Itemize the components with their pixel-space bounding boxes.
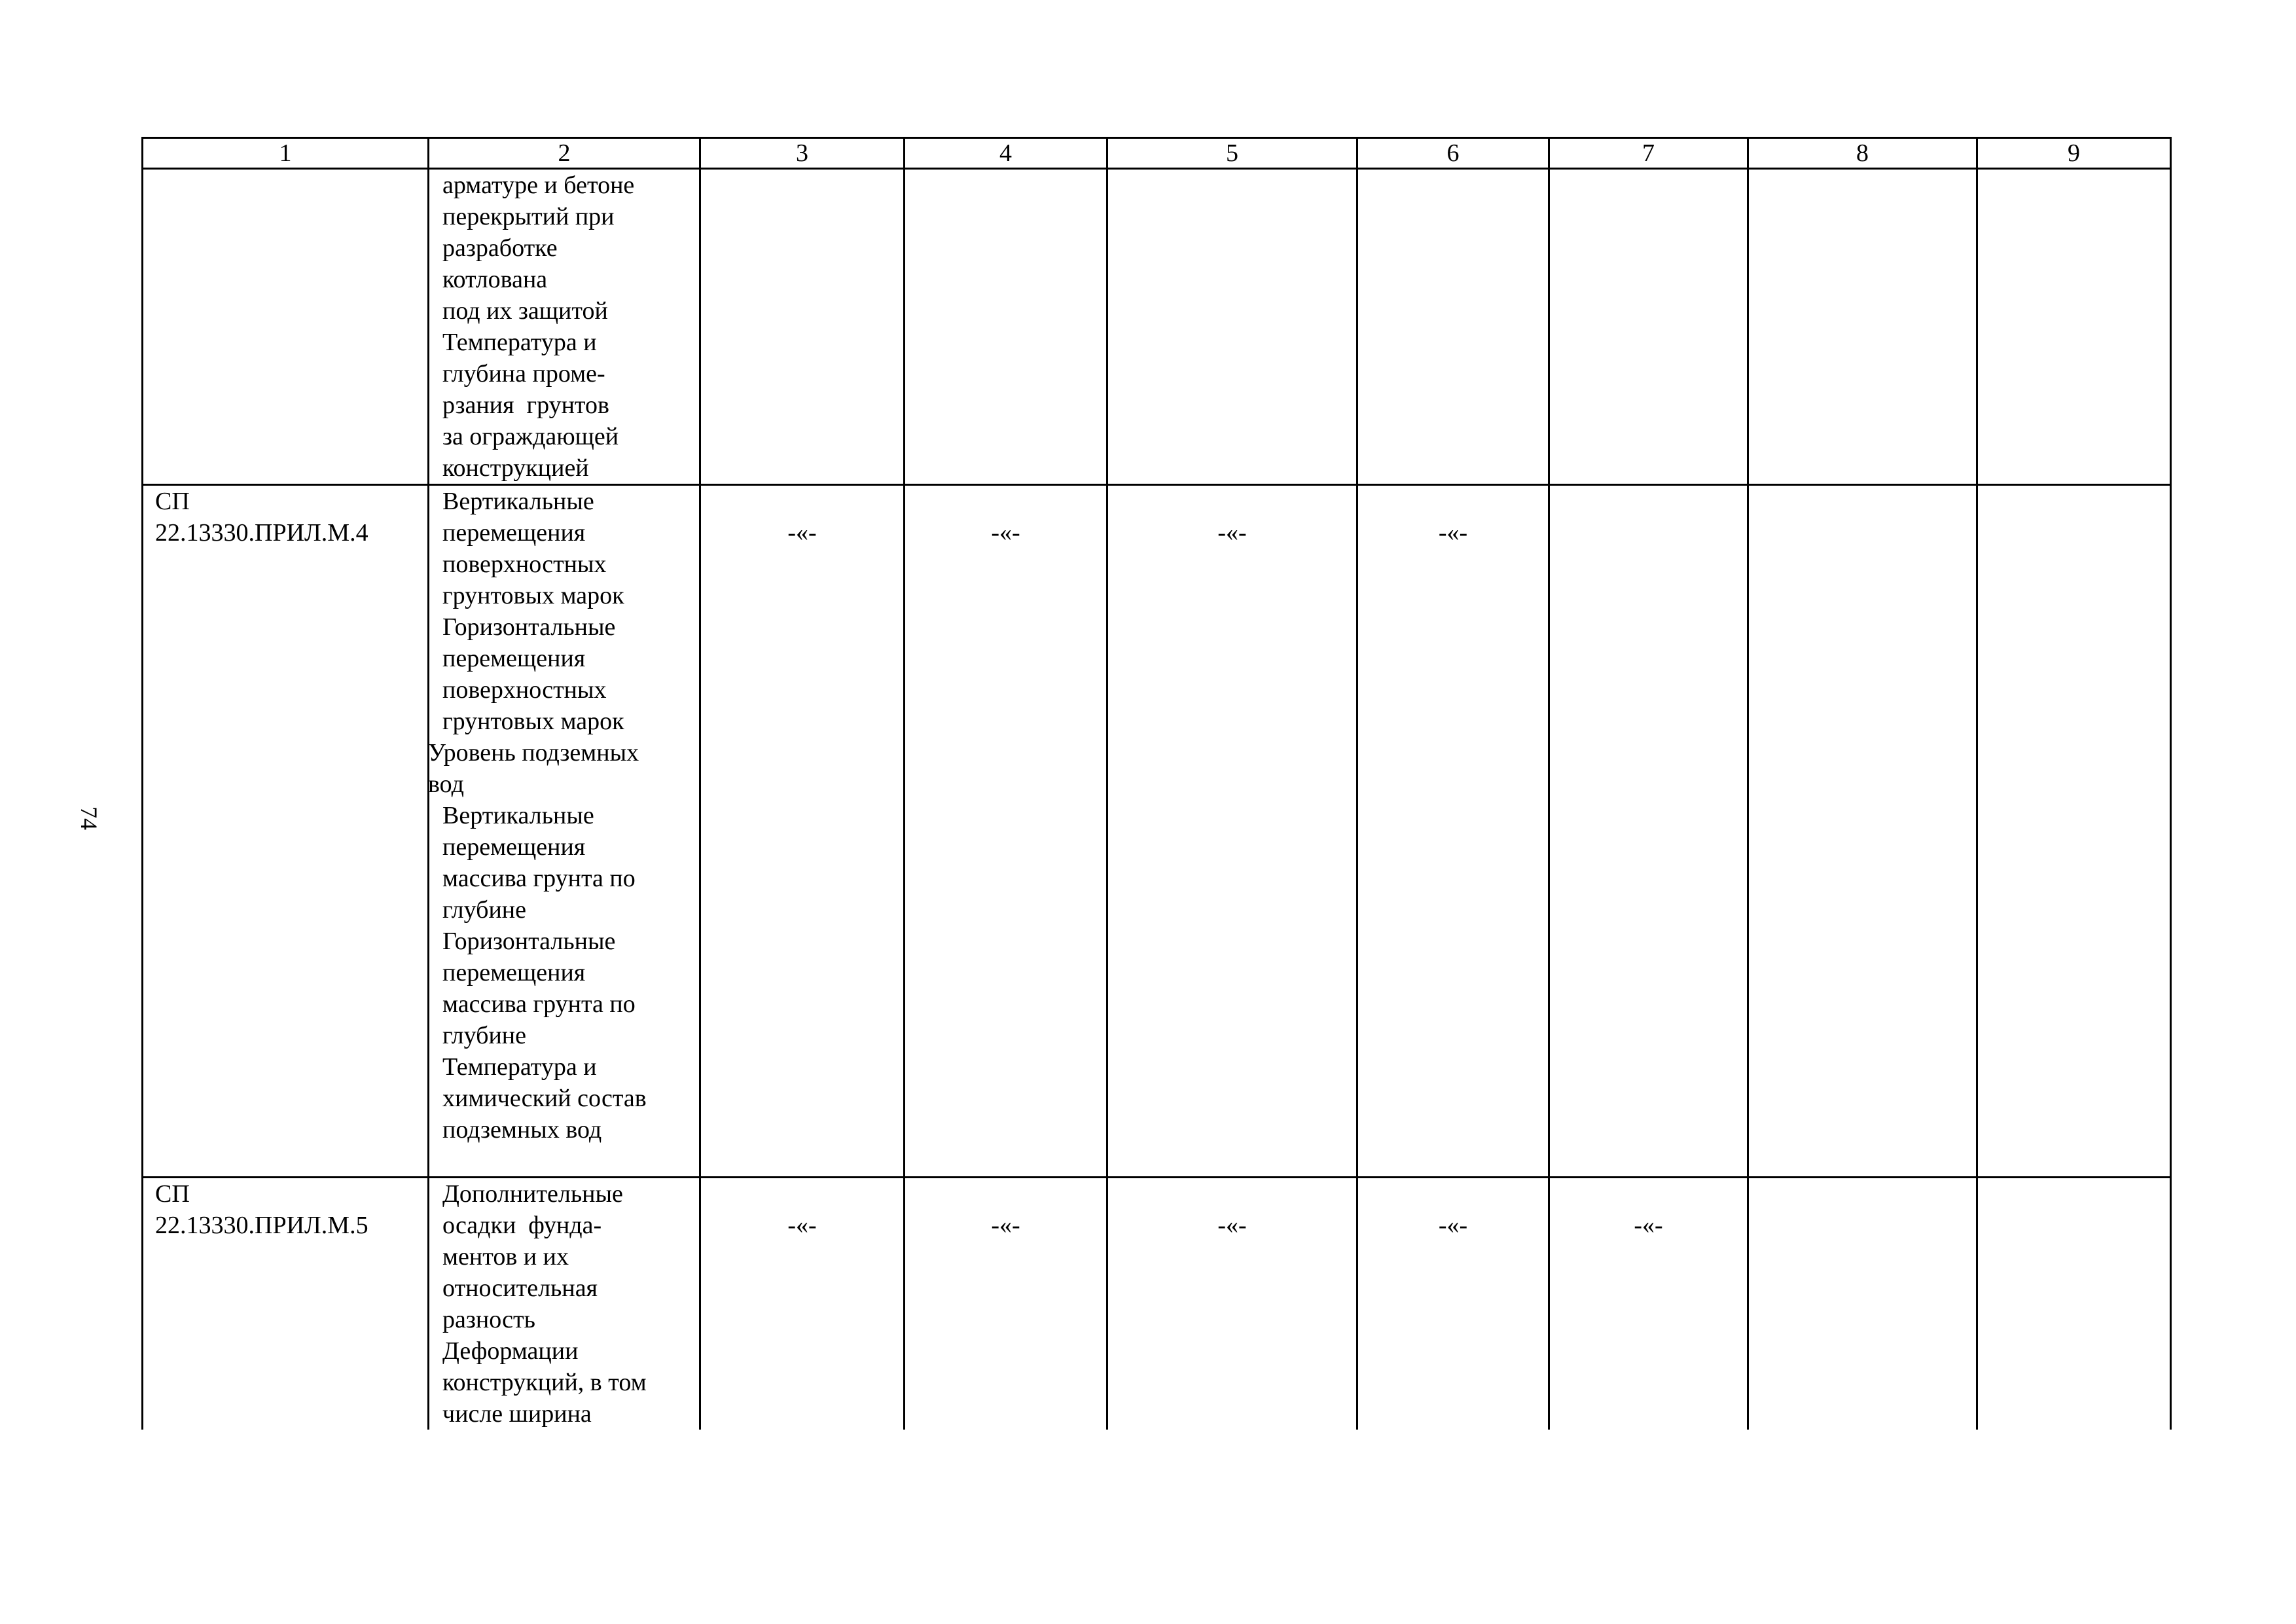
parameter-line: химический состав xyxy=(442,1085,647,1112)
parameter-line: Уровень подземных xyxy=(428,739,639,767)
column-number: 1 xyxy=(143,138,429,169)
parameter-line: за ограждающей xyxy=(442,423,619,450)
column-number: 7 xyxy=(1549,138,1748,169)
parameter-line: глубине xyxy=(442,1022,526,1049)
parameter-line: числе ширина xyxy=(442,1400,592,1428)
parameter-line: Вертикальные xyxy=(442,488,594,515)
table-row xyxy=(143,169,2171,485)
column-number: 4 xyxy=(905,138,1107,169)
ditto-mark-cell: -«- xyxy=(700,485,905,1178)
ditto-mark-cell xyxy=(1748,169,1977,485)
ditto-mark-cell xyxy=(1977,169,2171,485)
column-number: 5 xyxy=(1107,138,1357,169)
table-row xyxy=(143,1178,2171,1430)
ditto-mark-cell xyxy=(1549,485,1748,1178)
column-number: 3 xyxy=(700,138,905,169)
column-number: 9 xyxy=(1977,138,2171,169)
ditto-mark-cell: -«- xyxy=(1549,1178,1748,1430)
ditto-mark-cell xyxy=(1748,485,1977,1178)
parameter-cell xyxy=(429,1178,700,1430)
parameter-line: Горизонтальные xyxy=(442,613,616,641)
column-number: 8 xyxy=(1748,138,1977,169)
parameter-line: относительная xyxy=(442,1274,598,1302)
ditto-mark-cell xyxy=(905,169,1107,485)
parameter-line: котлована xyxy=(442,266,548,293)
regulation-code-cell xyxy=(143,169,429,485)
regulation-code-line: СП xyxy=(155,488,190,515)
ditto-mark-cell xyxy=(1357,169,1549,485)
parameter-line: конструкцией xyxy=(442,454,589,482)
parameter-line: ментов и их xyxy=(442,1243,569,1271)
parameter-line: поверхностных xyxy=(442,676,607,704)
ditto-mark-cell: -«- xyxy=(1357,1178,1549,1430)
parameter-line: массива грунта по xyxy=(442,990,636,1018)
parameter-line: Температура и xyxy=(442,329,597,356)
parameter-line: Дополнительные xyxy=(442,1180,623,1208)
regulation-code-line: 22.13330.ПРИЛ.М.5 xyxy=(155,1212,368,1239)
regulation-code-cell xyxy=(143,485,429,1178)
parameter-line: перемещения xyxy=(442,833,586,861)
parameter-line: перекрытий при xyxy=(442,203,615,230)
parameter-line: конструкций, в том xyxy=(442,1369,647,1396)
parameter-line: глубина проме- xyxy=(442,360,605,388)
parameter-line: арматуре и бетоне xyxy=(442,171,635,199)
parameter-line: вод xyxy=(428,770,464,798)
ditto-mark-cell: -«- xyxy=(1107,1178,1357,1430)
parameter-line: осадки фунда- xyxy=(442,1212,602,1239)
ditto-mark-cell xyxy=(1107,169,1357,485)
parameter-line: грунтовых марок xyxy=(442,708,624,735)
parameter-line: перемещения xyxy=(442,959,586,986)
parameter-line: разработке xyxy=(442,234,558,262)
column-number-row xyxy=(143,138,2171,169)
ditto-mark-cell: -«- xyxy=(905,1178,1107,1430)
parameter-line: перемещения xyxy=(442,519,586,547)
parameter-line: грунтовых марок xyxy=(442,582,624,609)
ditto-mark-cell: -«- xyxy=(1107,485,1357,1178)
ditto-mark-cell xyxy=(700,169,905,485)
ditto-mark-cell xyxy=(1549,169,1748,485)
page-number: 74 xyxy=(76,806,102,830)
ditto-mark-cell: -«- xyxy=(905,485,1107,1178)
regulation-code-line: СП xyxy=(155,1180,190,1208)
parameter-line: поверхностных xyxy=(442,550,607,578)
parameter-line: Деформации xyxy=(442,1337,579,1365)
parameter-cell xyxy=(429,169,700,485)
parameter-line: глубине xyxy=(442,896,526,924)
regulation-code-line: 22.13330.ПРИЛ.М.4 xyxy=(155,519,368,547)
parameter-line: под их защитой xyxy=(442,297,608,325)
ditto-mark-cell xyxy=(1977,485,2171,1178)
column-number: 6 xyxy=(1357,138,1549,169)
parameter-line: массива грунта по xyxy=(442,865,636,892)
regulation-code-cell xyxy=(143,1178,429,1430)
parameter-line: разность xyxy=(442,1306,535,1333)
parameter-line: Вертикальные xyxy=(442,802,594,829)
parameter-line: перемещения xyxy=(442,645,586,672)
ditto-mark-cell xyxy=(1977,1178,2171,1430)
ditto-mark-cell: -«- xyxy=(1357,485,1549,1178)
parameter-cell xyxy=(429,485,700,1178)
ditto-mark-cell xyxy=(1748,1178,1977,1430)
table-row xyxy=(143,485,2171,1178)
parameter-line: рзания грунтов xyxy=(442,391,609,419)
monitoring-table xyxy=(141,137,2172,1430)
column-number: 2 xyxy=(429,138,700,169)
parameter-line: Горизонтальные xyxy=(442,928,616,955)
ditto-mark-cell: -«- xyxy=(700,1178,905,1430)
parameter-line: подземных вод xyxy=(442,1116,602,1144)
parameter-line: Температура и xyxy=(442,1053,597,1081)
